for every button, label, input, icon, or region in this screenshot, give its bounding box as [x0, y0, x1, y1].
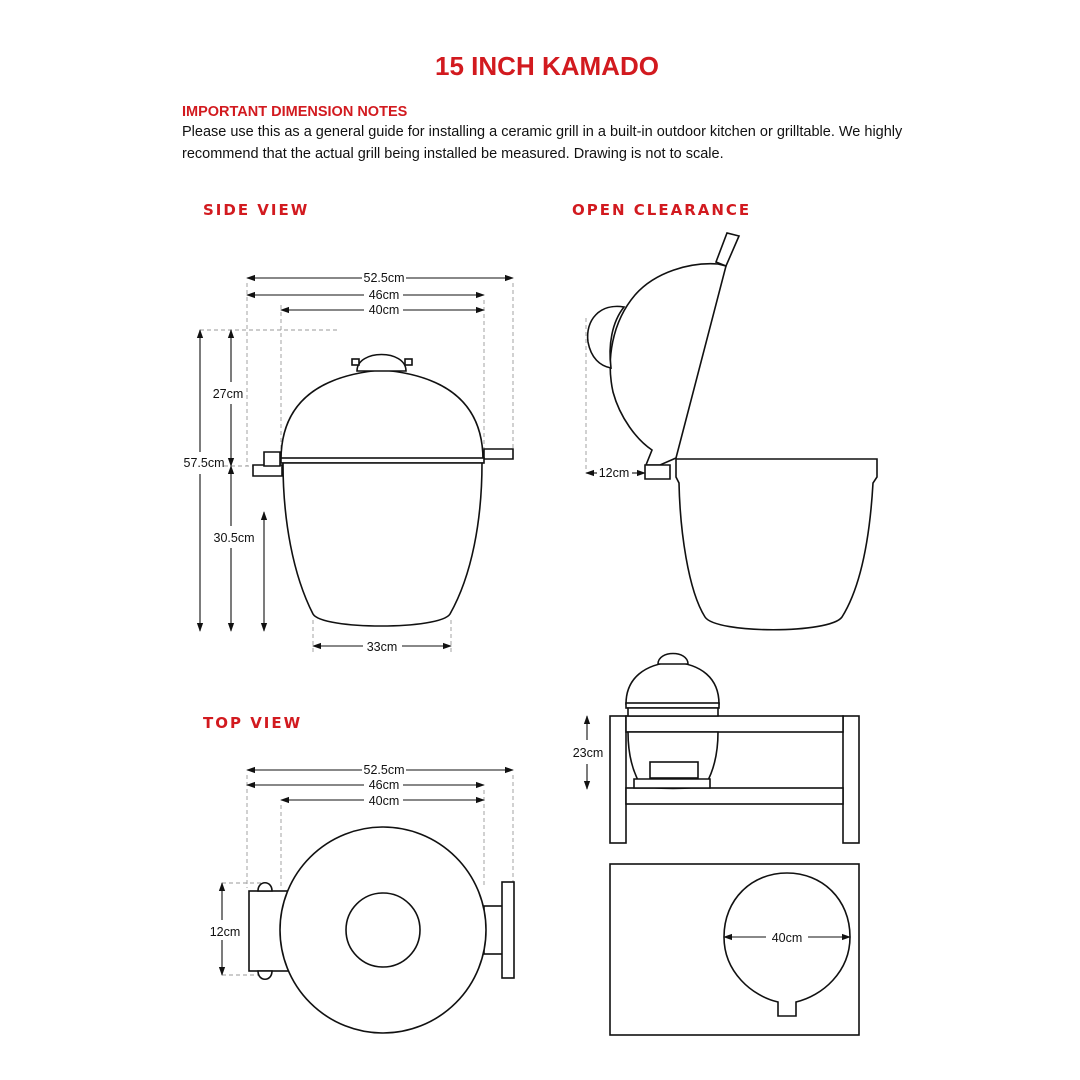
side-total-height: 57.5cm	[183, 456, 225, 470]
notes-line-2: recommend that the actual grill being installed be measured. Drawing is not to scale.	[182, 146, 724, 162]
side-base	[283, 463, 482, 626]
open-lid	[610, 264, 726, 465]
side-base-height: 30.5cm	[213, 531, 255, 545]
side-handle-right	[484, 449, 513, 459]
side-vent-tab-left	[352, 359, 359, 365]
open-lid-handle	[716, 233, 739, 266]
top-hinge-bolt-upper	[258, 883, 272, 891]
top-overall-width: 52.5cm	[363, 763, 405, 777]
side-dome	[281, 370, 483, 460]
table-leg-right	[843, 716, 859, 843]
top-inner-width: 40cm	[368, 794, 400, 808]
top-vent-circle	[346, 893, 420, 967]
side-body-width: 46cm	[368, 288, 400, 302]
table-cutout-diameter: 40cm	[771, 931, 803, 945]
table-grill-draft-door	[650, 762, 698, 778]
table-grill-dome	[626, 662, 719, 704]
top-view-label: TOP VIEW	[203, 714, 303, 732]
table-inset-depth: 23cm	[572, 746, 604, 760]
table-install-drawing	[573, 654, 859, 1036]
table-shelf	[626, 788, 843, 804]
side-dome-height: 27cm	[212, 387, 244, 401]
table-leg-left	[610, 716, 626, 843]
open-clearance-label: OPEN CLEARANCE	[572, 201, 752, 219]
top-view-drawing	[210, 763, 514, 1033]
side-top-vent	[357, 355, 406, 372]
notes-heading: IMPORTANT DIMENSION NOTES	[182, 104, 408, 120]
notes-line-1: Please use this as a general guide for installing a ceramic grill in a built-in outdoor kitchen or grilltable. We highly	[182, 124, 903, 140]
table-grill-feet	[634, 779, 710, 788]
top-shelf-depth: 12cm	[209, 925, 241, 939]
table-grill-ring	[628, 708, 718, 716]
side-view-drawing	[184, 271, 514, 654]
page-title: 15 INCH KAMADO	[435, 51, 659, 81]
table-grill-vent	[658, 654, 688, 665]
top-body-width: 46cm	[368, 778, 400, 792]
open-clearance-drawing	[586, 233, 877, 630]
top-handle-stem	[484, 906, 504, 954]
side-overall-width: 52.5cm	[363, 271, 405, 285]
side-inner-width: 40cm	[368, 303, 400, 317]
side-view-label: SIDE VIEW	[203, 201, 310, 219]
open-rear-clearance: 12cm	[598, 466, 630, 480]
side-hinge	[264, 452, 280, 466]
top-hinge-bolt-lower	[258, 971, 272, 979]
table-top-rail	[626, 716, 843, 732]
open-base	[676, 459, 877, 630]
side-foot-width: 33cm	[366, 640, 398, 654]
top-handle-bar	[502, 882, 514, 978]
side-vent-tab-right	[405, 359, 412, 365]
open-hinge	[645, 465, 670, 479]
